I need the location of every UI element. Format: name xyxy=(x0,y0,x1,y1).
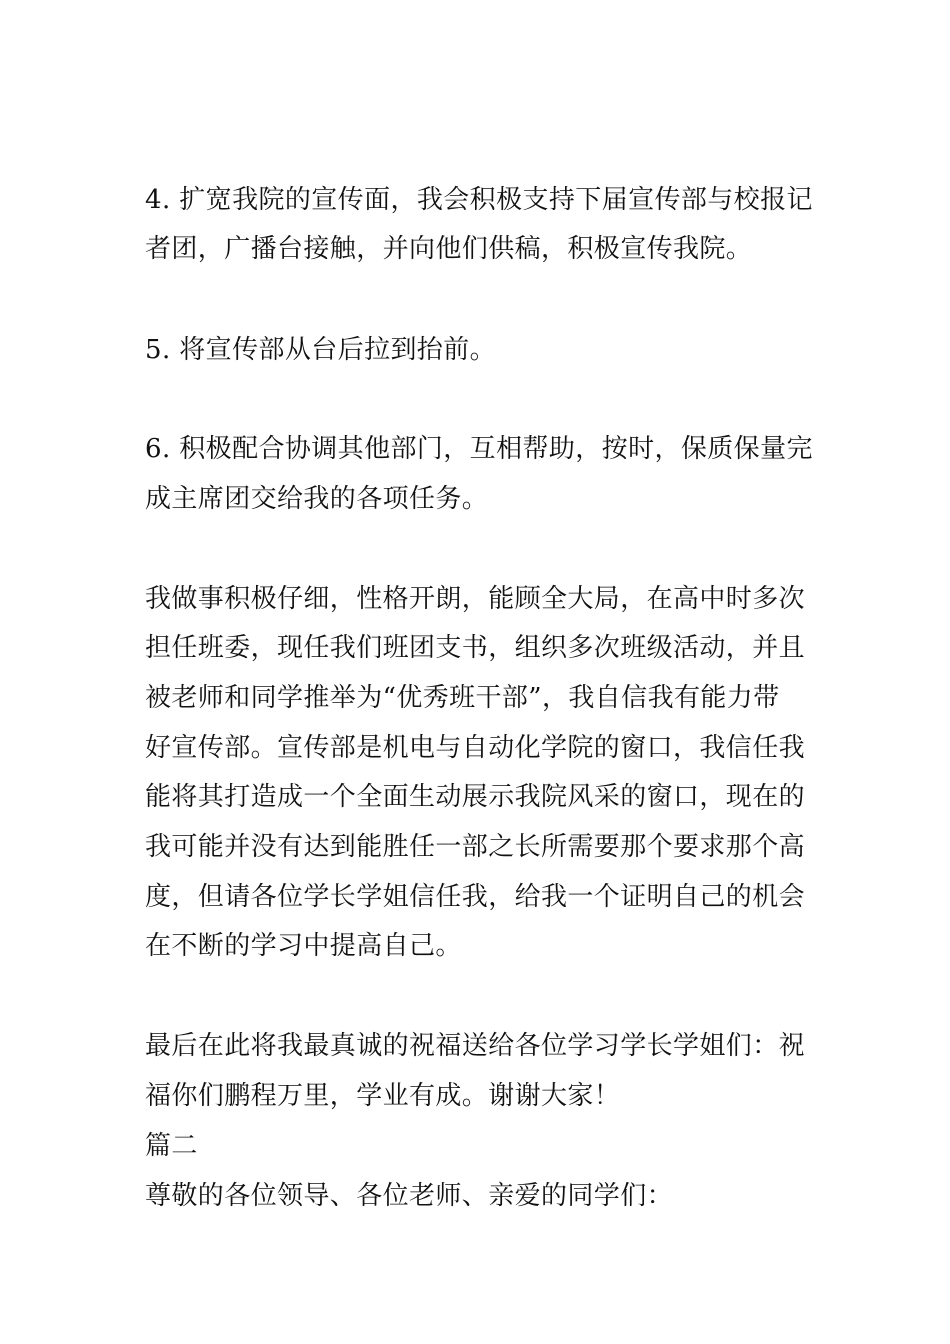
self-intro-line-6: 我可能并没有达到能胜任一部之长所需要那个要求那个高 xyxy=(145,832,806,862)
self-intro-line-2: 担任班委，现任我们班团支书，组织多次班级活动，并且 xyxy=(145,633,806,663)
item-5-line-1: 5. 将宣传部从台后拉到抬前。 xyxy=(145,335,497,365)
item-4-line-1: 4. 扩宽我院的宣传面，我会积极支持下届宣传部与校报记 xyxy=(145,185,813,215)
item-4-line-2: 者团，广播台接触，并向他们供稿，积极宣传我院。 xyxy=(145,234,753,264)
item-6-line-1: 6. 积极配合协调其他部门，互相帮助，按时，保质保量完 xyxy=(145,434,813,464)
self-intro-line-8: 在不断的学习中提高自己。 xyxy=(145,931,462,961)
self-intro-line-3: 被老师和同学推举为“优秀班干部”，我自信我有能力带 xyxy=(145,683,780,713)
self-intro-line-5: 能将其打造成一个全面生动展示我院风采的窗口，现在的 xyxy=(145,782,806,812)
item-6-line-2: 成主席团交给我的各项任务。 xyxy=(145,484,489,514)
closing-line-2: 福你们鹏程万里，学业有成。谢谢大家！ xyxy=(145,1081,621,1111)
self-intro-line-1: 我做事积极仔细，性格开朗，能顾全大局，在高中时多次 xyxy=(145,584,806,614)
salutation-line: 尊敬的各位领导、各位老师、亲爱的同学们： xyxy=(145,1181,674,1211)
self-intro-line-7: 度，但请各位学长学姐信任我，给我一个证明自己的机会 xyxy=(145,882,806,912)
section-heading: 篇二 xyxy=(145,1131,198,1161)
closing-line-1: 最后在此将我最真诚的祝福送给各位学习学长学姐们：祝 xyxy=(145,1031,806,1061)
self-intro-line-4: 好宣传部。宣传部是机电与自动化学院的窗口，我信任我 xyxy=(145,733,806,763)
